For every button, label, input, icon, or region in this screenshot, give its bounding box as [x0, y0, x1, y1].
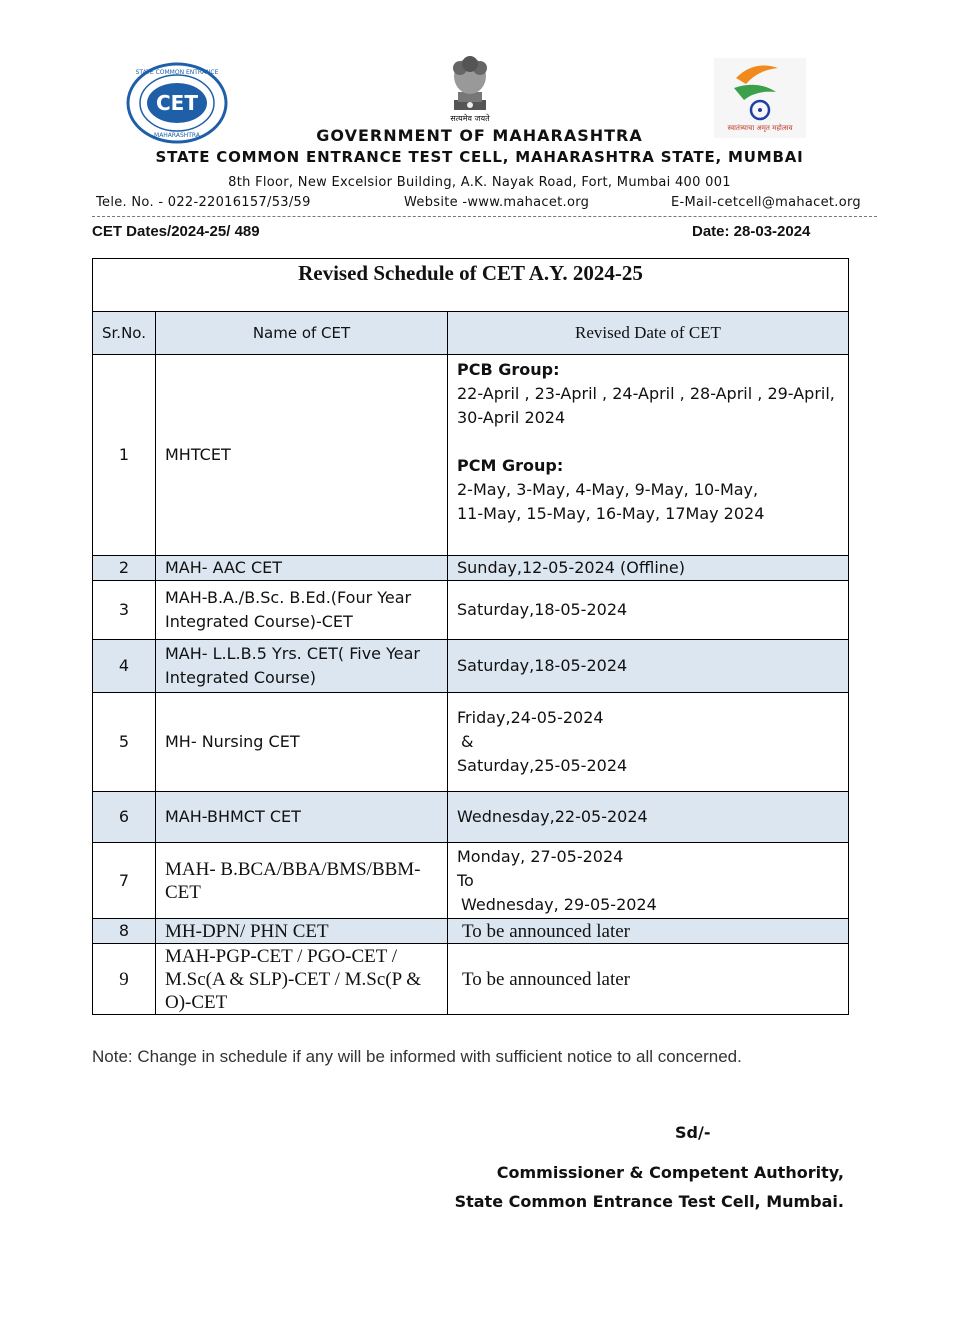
svg-text:CET: CET — [156, 91, 198, 115]
schedule-note: Note: Change in schedule if any will be informed with sufficient notice to all concerned. — [92, 1047, 742, 1066]
sr-no: 7 — [93, 843, 156, 919]
table-row — [93, 944, 849, 1015]
cet-name: MHTCET — [156, 355, 448, 556]
table-row — [93, 640, 849, 693]
reference-number: CET Dates/2024-25/ 489 — [92, 223, 260, 240]
cet-date: To be announced later — [448, 919, 849, 944]
signatory-title: Commissioner & Competent Authority, — [496, 1163, 844, 1182]
sr-no: 2 — [93, 556, 156, 581]
table-row — [93, 919, 849, 944]
table-row — [93, 581, 849, 640]
sr-no: 5 — [93, 693, 156, 792]
signatory-office: State Common Entrance Test Cell, Mumbai. — [454, 1192, 844, 1211]
date-end: Saturday,25-05-2024 — [457, 756, 628, 775]
letter-date: Date: 28-03-2024 — [692, 223, 811, 240]
date-end: Wednesday, 29-05-2024 — [461, 894, 657, 914]
signature-mark: Sd/- — [675, 1123, 711, 1142]
pcb-dates-end: 30-April 2024 — [457, 408, 566, 427]
government-title: GOVERNMENT OF MAHARASHTRA — [316, 126, 643, 145]
cet-date: Saturday,18-05-2024 — [448, 640, 849, 693]
table-title: Revised Schedule of CET A.Y. 2024-25 — [93, 259, 849, 312]
pcm-dates: 2-May, 3-May, 4-May, 9-May, 10-May, — [457, 480, 759, 499]
cet-name: MH- Nursing CET — [156, 693, 448, 792]
pcm-dates-end: 11-May, 15-May, 16-May, 17May 2024 — [457, 504, 765, 523]
website: Website -www.mahacet.org — [404, 195, 590, 210]
table-row — [93, 556, 849, 581]
date-joiner: & — [461, 732, 474, 751]
pcb-group-label: PCB Group: — [457, 360, 560, 379]
cet-name: MAH-BHMCT CET — [156, 792, 448, 843]
cet-name: MAH- L.L.B.5 Yrs. CET( Five Year Integrated Course) — [156, 640, 448, 693]
sr-no: 8 — [93, 919, 156, 944]
address: 8th Floor, New Excelsior Building, A.K. Nayak Road, Fort, Mumbai 400 001 — [228, 175, 731, 190]
svg-text:STATE COMMON ENTRANCE: STATE COMMON ENTRANCE — [135, 69, 219, 76]
email: E-Mail-cetcell@mahacet.org — [671, 195, 861, 210]
cet-name: MH-DPN/ PHN CET — [156, 919, 448, 944]
table-row — [93, 355, 849, 556]
cet-name: MAH-PGP-CET / PGO-CET / M.Sc(A & SLP)-CET / M.Sc(P & O)-CET — [156, 944, 448, 1015]
cell-title: STATE COMMON ENTRANCE TEST CELL, MAHARASHTRA STATE, MUMBAI — [155, 148, 804, 166]
cet-name: MAH-B.A./B.Sc. B.Ed.(Four Year Integrated Course)-CET — [156, 581, 448, 640]
sr-no: 9 — [93, 944, 156, 1015]
date-joiner: To — [457, 870, 474, 890]
cet-date: Sunday,12-05-2024 (Offline) — [448, 556, 849, 581]
emblem-motto: सत्यमेव जयते — [450, 114, 490, 123]
cet-date: Saturday,18-05-2024 — [448, 581, 849, 640]
header-divider — [92, 216, 877, 217]
cet-date — [448, 355, 849, 556]
cet-date: Wednesday,22-05-2024 — [448, 792, 849, 843]
header-sr-no: Sr.No. — [93, 312, 156, 355]
date-start: Friday,24-05-2024 — [457, 708, 604, 727]
sr-no: 3 — [93, 581, 156, 640]
cet-date — [448, 693, 849, 792]
schedule-table — [92, 258, 849, 1015]
header-name-of-cet: Name of CET — [156, 312, 448, 355]
pcm-group-label: PCM Group: — [457, 456, 564, 475]
header-revised-date: Revised Date of CET — [448, 312, 849, 355]
telephone: Tele. No. - 022-22016157/53/59 — [96, 195, 311, 210]
table-row — [93, 693, 849, 792]
amrit-caption: स्वातंत्र्याचा अमृत महोत्सव — [727, 124, 793, 132]
cet-date: To be announced later — [448, 944, 849, 1015]
cet-name: MAH- AAC CET — [156, 556, 448, 581]
cet-name: MAH- B.BCA/BBA/BMS/BBM-CET — [156, 843, 448, 919]
table-row — [93, 792, 849, 843]
date-start: Monday, 27-05-2024 — [457, 846, 624, 866]
svg-text:MAHARASHTRA: MAHARASHTRA — [154, 132, 200, 139]
table-row — [93, 843, 849, 919]
pcb-dates: 22-April , 23-April , 24-April , 28-April , 29-April, — [457, 384, 835, 403]
sr-no: 1 — [93, 355, 156, 556]
sr-no: 6 — [93, 792, 156, 843]
sr-no: 4 — [93, 640, 156, 693]
cet-date — [448, 843, 849, 919]
